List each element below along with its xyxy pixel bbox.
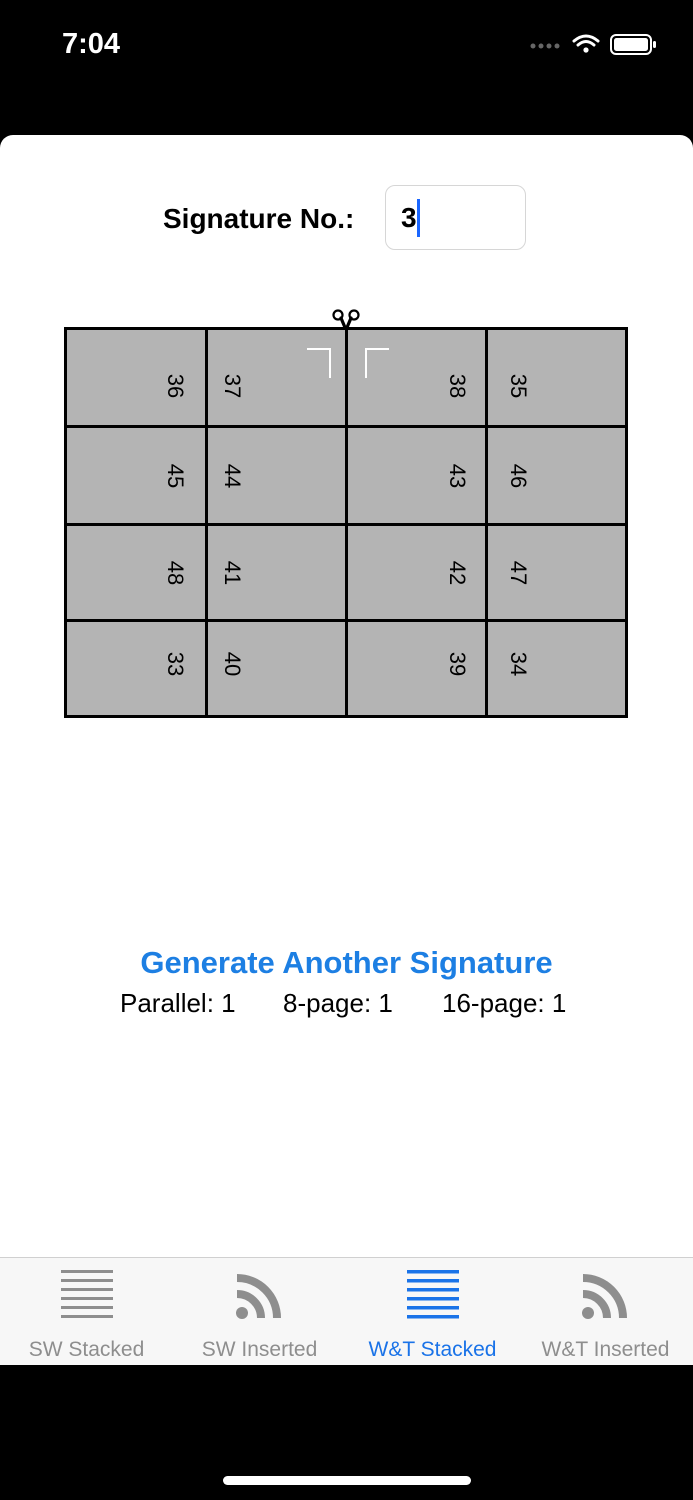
- signature-label: Signature No.:: [163, 203, 355, 234]
- signature-number-input[interactable]: [385, 185, 526, 250]
- imposition-grid: [64, 327, 628, 718]
- tab-sw-stacked[interactable]: [0, 1258, 173, 1365]
- status-time: 7:04: [62, 28, 121, 60]
- page-number: 43: [445, 463, 470, 489]
- crop-mark-right: [365, 348, 389, 378]
- feed-icon: [233, 1266, 287, 1330]
- page-number: 37: [220, 373, 245, 399]
- fold-line: [67, 523, 625, 526]
- page-number: 39: [445, 651, 470, 677]
- modal-sheet: [0, 135, 693, 1365]
- cellular-signal-icon: [531, 44, 560, 49]
- list-icon: [406, 1266, 460, 1330]
- generate-signature-button[interactable]: Generate Another Signature: [140, 945, 553, 980]
- tab-wt-inserted[interactable]: [519, 1258, 692, 1365]
- signature-number-value: 3: [401, 202, 417, 233]
- page-number: 33: [163, 651, 188, 677]
- page-number: 42: [445, 560, 470, 586]
- page-number: 47: [506, 560, 531, 586]
- page-number: 41: [220, 560, 245, 586]
- tab-label: W&T Stacked: [368, 1338, 497, 1361]
- page-number: 45: [163, 463, 188, 489]
- tab-bar: [0, 1257, 693, 1365]
- tab-wt-stacked[interactable]: [346, 1258, 519, 1365]
- eight-page-count: 8-page: 1: [283, 988, 393, 1018]
- list-icon: [60, 1266, 114, 1330]
- page-number: 38: [445, 373, 470, 399]
- status-icons: [529, 32, 659, 56]
- text-caret: [417, 199, 420, 237]
- page-number: 34: [506, 651, 531, 677]
- tab-label: SW Stacked: [28, 1338, 145, 1361]
- page-number: 48: [163, 560, 188, 586]
- feed-icon: [579, 1266, 633, 1330]
- tab-label: SW Inserted: [201, 1338, 318, 1361]
- fold-line: [67, 619, 625, 622]
- crop-mark-left: [307, 348, 331, 378]
- page-number: 46: [506, 463, 531, 489]
- page-number: 35: [506, 373, 531, 399]
- tab-sw-inserted[interactable]: [173, 1258, 346, 1365]
- page-number: 40: [220, 651, 245, 677]
- page-number: 44: [220, 463, 245, 489]
- status-icons-svg: [529, 32, 659, 58]
- battery-icon: [611, 35, 656, 54]
- page-number: 36: [163, 373, 188, 399]
- parallel-count: Parallel: 1: [120, 988, 236, 1018]
- wifi-icon: [574, 36, 598, 53]
- fold-line: [67, 425, 625, 428]
- home-indicator[interactable]: [223, 1476, 471, 1485]
- sixteen-page-count: 16-page: 1: [442, 988, 567, 1018]
- tab-label: W&T Inserted: [541, 1338, 670, 1361]
